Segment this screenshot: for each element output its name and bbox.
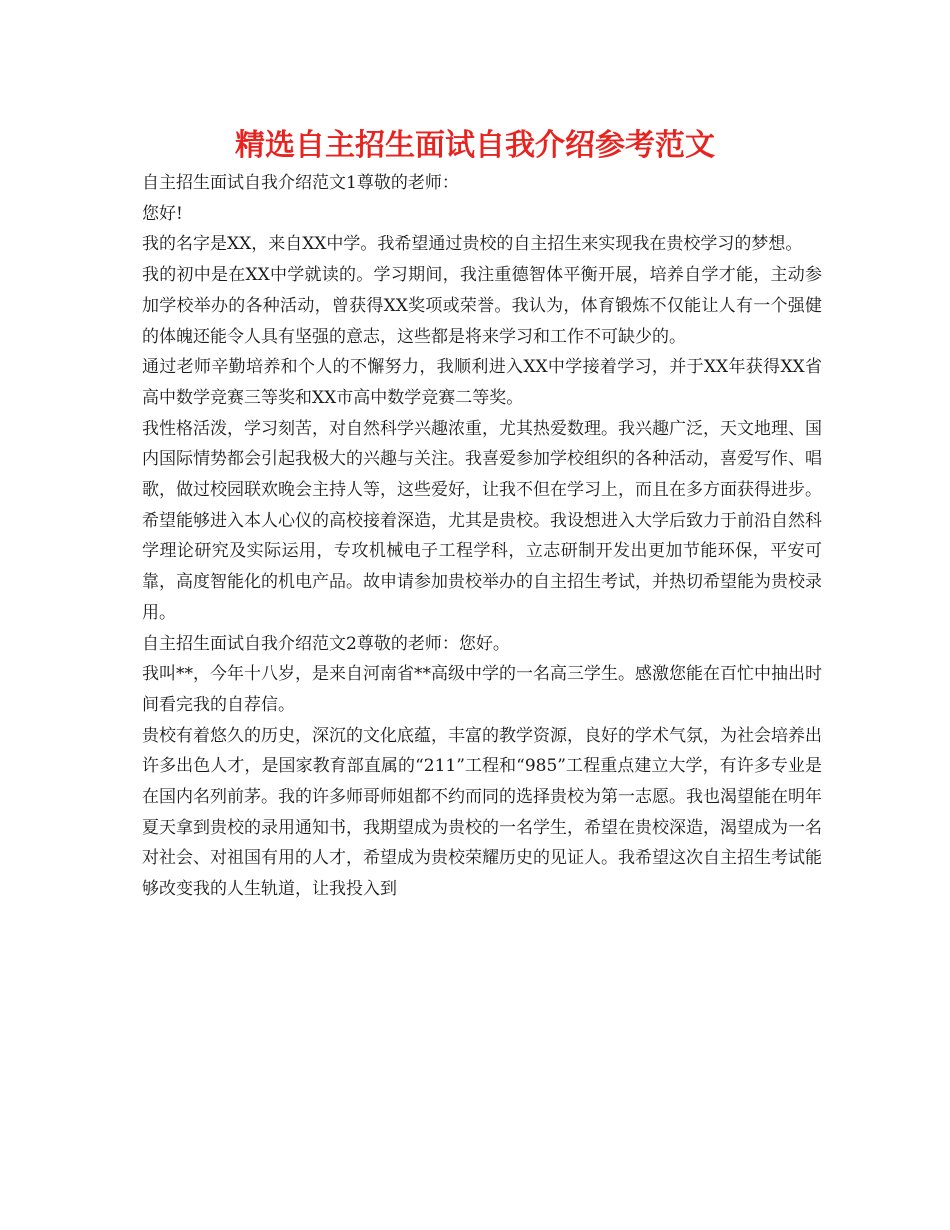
paragraph-self-intro-2: 我叫**，今年十八岁，是来自河南省**高级中学的一名高三学生。感激您能在百忙中抽出时间看完我的自荐信。 [142, 664, 822, 715]
paragraph-hello: 您好! [142, 203, 183, 224]
paragraph-introduction: 我的名字是XX，来自XX中学。我希望通过贵校的自主招生来实现我在贵校学习的梦想。 [142, 234, 803, 255]
paragraph-junior-school: 我的初中是在XX中学就读的。学习期间，我注重德智体平衡开展，培养自学才能，主动参加学校举办的各种活动，曾获得XX奖项或荣誉。我认为，体育锻炼不仅能让人有一个强健的体魄还能令人具有坚强的意志，这些都是将来学习和工作不可缺少的。 [142, 265, 822, 347]
paragraph-aspiration: 希望能够进入本人心仪的高校接着深造，尤其是贵校。我设想进入大学后致力于前沿自然科学理论研究及实际运用，专攻机械电子工程学科，立志研制开发出更加节能环保，平安可靠，高度智能化的机电产品。故申请参加贵校举办的自主招生考试，并热切希望能为贵校录用。 [142, 510, 822, 623]
paragraph-greeting-1: 自主招生面试自我介绍范文1尊敬的老师： [142, 173, 459, 193]
paragraph-greeting-2: 自主招生面试自我介绍范文2尊敬的老师：您好。 [142, 633, 510, 654]
paragraph-school-praise: 贵校有着悠久的历史，深沉的文化底蕴，丰富的教学资源，良好的学术气氛，为社会培养出许多出色人才，是国家教育部直属的“211”工程和“985”工程重点建立大学，有许多专业是在国内名列前茅。我的许多师哥师姐都不约而同的选择贵校为第一志愿。我也渴望能在明年夏天拿到贵校的录用通知书，我期望成为贵校的一名学生，希望在贵校深造，渴望成为一名对社会、对祖国有用的人才，希望成为贵校荣耀历史的见证人。我希望这次自主招生考试能够改变我的人生轨道，让我投入到 [142, 725, 822, 900]
paragraph-personality: 我性格活泼，学习刻苦，对自然科学兴趣浓重，尤其热爱数理。我兴趣广泛，天文地理、国内国际情势都会引起我极大的兴趣与关注。我喜爱参加学校组织的各种活动，喜爱写作、唱歌，做过校园联欢晚会主持人等，这些爱好，让我不但在学习上，而且在多方面获得进步。 [142, 418, 822, 501]
paragraph-awards: 通过老师辛勤培养和个人的不懈努力，我顺利进入XX中学接着学习，并于XX年获得XX省高中数学竞赛三等奖和XX市高中数学竞赛二等奖。 [142, 357, 822, 408]
document-title: 精选自主招生面试自我介绍参考范文 [235, 128, 715, 163]
document-body [142, 168, 822, 905]
